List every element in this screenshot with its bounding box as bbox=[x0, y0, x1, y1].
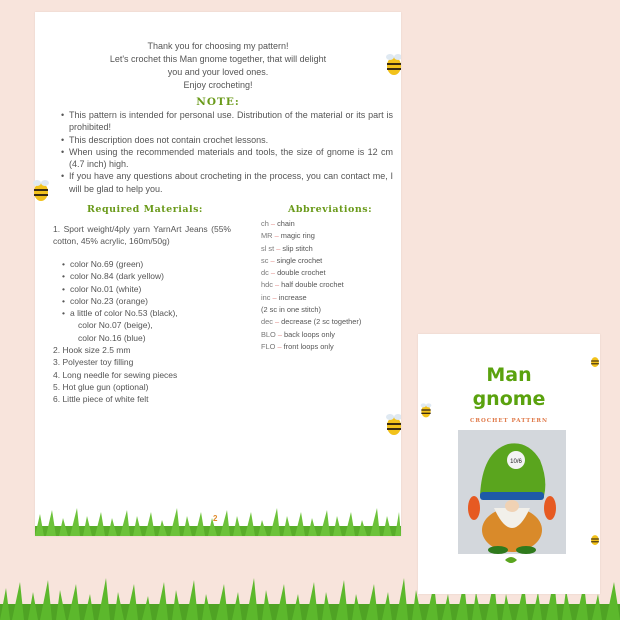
abbr-meaning: chain bbox=[277, 219, 295, 228]
abbr-row: hdc – half double crochet bbox=[261, 280, 344, 290]
note-item: • This description does not contain crochet lessons. bbox=[61, 134, 393, 146]
intro-line: Thank you for choosing my pattern! bbox=[147, 41, 289, 51]
bee-icon bbox=[590, 532, 600, 546]
abbr-meaning: increase bbox=[278, 292, 307, 302]
intro-text bbox=[35, 40, 401, 92]
cover-title-line2: gnome bbox=[472, 388, 546, 410]
abbr-note: (2 sc in one stitch) bbox=[261, 305, 321, 315]
note-item: • When using the recommended materials and tools, the size of gnome is 12 cm (4.7 inch) high. bbox=[61, 146, 393, 171]
pattern-cover-card bbox=[418, 334, 600, 594]
abbreviations-heading: Abbreviations: bbox=[288, 204, 373, 215]
color-item: • color No.01 (white) bbox=[62, 283, 232, 295]
abbr-term: inc bbox=[261, 292, 271, 302]
color-item-continued: color No.07 (beige), bbox=[78, 320, 153, 331]
hat-tag-text: 10/6 bbox=[510, 459, 522, 465]
material-item: 2. Hook size 2.5 mm bbox=[53, 345, 131, 355]
abbr-term: dc bbox=[261, 268, 269, 278]
abbr-term: sc bbox=[261, 255, 269, 265]
abbr-meaning: decrease (2 sc together) bbox=[281, 317, 362, 327]
abbr-term: dec bbox=[261, 317, 273, 327]
abbr-row: FLO – front loops only bbox=[261, 341, 334, 351]
abbr-meaning: half double crochet bbox=[281, 280, 344, 290]
bee-icon bbox=[385, 52, 401, 76]
abbr-row: MR – magic ring bbox=[261, 231, 315, 241]
color-item: • color No.23 (orange) bbox=[62, 295, 232, 307]
intro-line: Let's crochet this Man gnome together, that will delight bbox=[109, 54, 327, 64]
abbreviations-list bbox=[261, 218, 401, 353]
color-item: • color No.84 (dark yellow) bbox=[62, 270, 232, 282]
intro-line: you and your loved ones. bbox=[167, 67, 269, 77]
abbr-row: inc – increase bbox=[261, 292, 307, 302]
material-item: 6. Little piece of white felt bbox=[53, 394, 149, 405]
abbr-term: BLO bbox=[261, 329, 276, 339]
abbr-row: BLO – back loops only bbox=[261, 329, 335, 339]
materials-yarn: 1. Sport weight/4ply yarn YarnArt Jeans (55% cotton, 45% acrylic, 160m/50g) bbox=[53, 224, 231, 247]
abbr-row: ch – chain bbox=[261, 219, 295, 228]
abbr-row: dc – double crochet bbox=[261, 268, 326, 278]
yarn-colors-list bbox=[62, 258, 232, 344]
intro-line: Enjoy crocheting! bbox=[183, 80, 253, 90]
abbr-term: FLO bbox=[261, 341, 276, 351]
gnome-illustration bbox=[458, 430, 566, 554]
abbr-row: sc – single crochet bbox=[261, 255, 323, 265]
note-item: • If you have any questions about crocheting in the process, you can contact me, I will be glad to help you. bbox=[61, 170, 393, 195]
material-item: 5. Hot glue gun (optional) bbox=[53, 381, 149, 392]
abbr-row: dec – decrease (2 sc together) bbox=[261, 317, 362, 327]
abbr-term: MR bbox=[261, 231, 273, 241]
pattern-page bbox=[35, 12, 401, 536]
notes-list bbox=[61, 109, 393, 195]
materials-heading: Required Materials: bbox=[87, 204, 203, 215]
abbr-meaning: back loops only bbox=[284, 329, 335, 339]
abbr-row: sl st – slip stitch bbox=[261, 243, 313, 253]
note-heading: NOTE: bbox=[196, 96, 240, 108]
abbr-term: sl st bbox=[261, 243, 275, 253]
abbr-meaning: single crochet bbox=[276, 255, 323, 265]
material-item: 3. Polyester toy filling bbox=[53, 357, 134, 368]
cover-subtitle: CROCHET PATTERN bbox=[470, 418, 548, 424]
abbr-meaning: slip stitch bbox=[282, 243, 313, 253]
leaf-icon bbox=[504, 556, 518, 564]
color-item-continued: color No.16 (blue) bbox=[78, 332, 146, 343]
bee-icon bbox=[385, 412, 401, 436]
grass-border-page bbox=[35, 508, 401, 536]
color-item: • color No.69 (green) bbox=[62, 258, 232, 270]
material-item: 4. Long needle for sewing pieces bbox=[53, 369, 178, 380]
abbr-meaning: magic ring bbox=[280, 231, 315, 241]
bee-icon bbox=[32, 178, 50, 202]
abbr-meaning: double crochet bbox=[277, 268, 326, 278]
abbr-term: hdc bbox=[261, 280, 273, 290]
cover-title-line1: Man bbox=[486, 364, 532, 386]
bee-icon bbox=[420, 402, 432, 418]
abbr-term: ch bbox=[261, 219, 269, 228]
color-item: • a little of color No.53 (black), bbox=[62, 307, 232, 319]
page-number: 2 bbox=[213, 514, 218, 523]
gnome-photo bbox=[458, 430, 566, 554]
materials-list bbox=[53, 344, 233, 405]
bee-icon bbox=[590, 354, 600, 368]
note-item: • This pattern is intended for personal use. Distribution of the material or its part is prohibited! bbox=[61, 109, 393, 134]
abbr-meaning: front loops only bbox=[283, 341, 334, 351]
